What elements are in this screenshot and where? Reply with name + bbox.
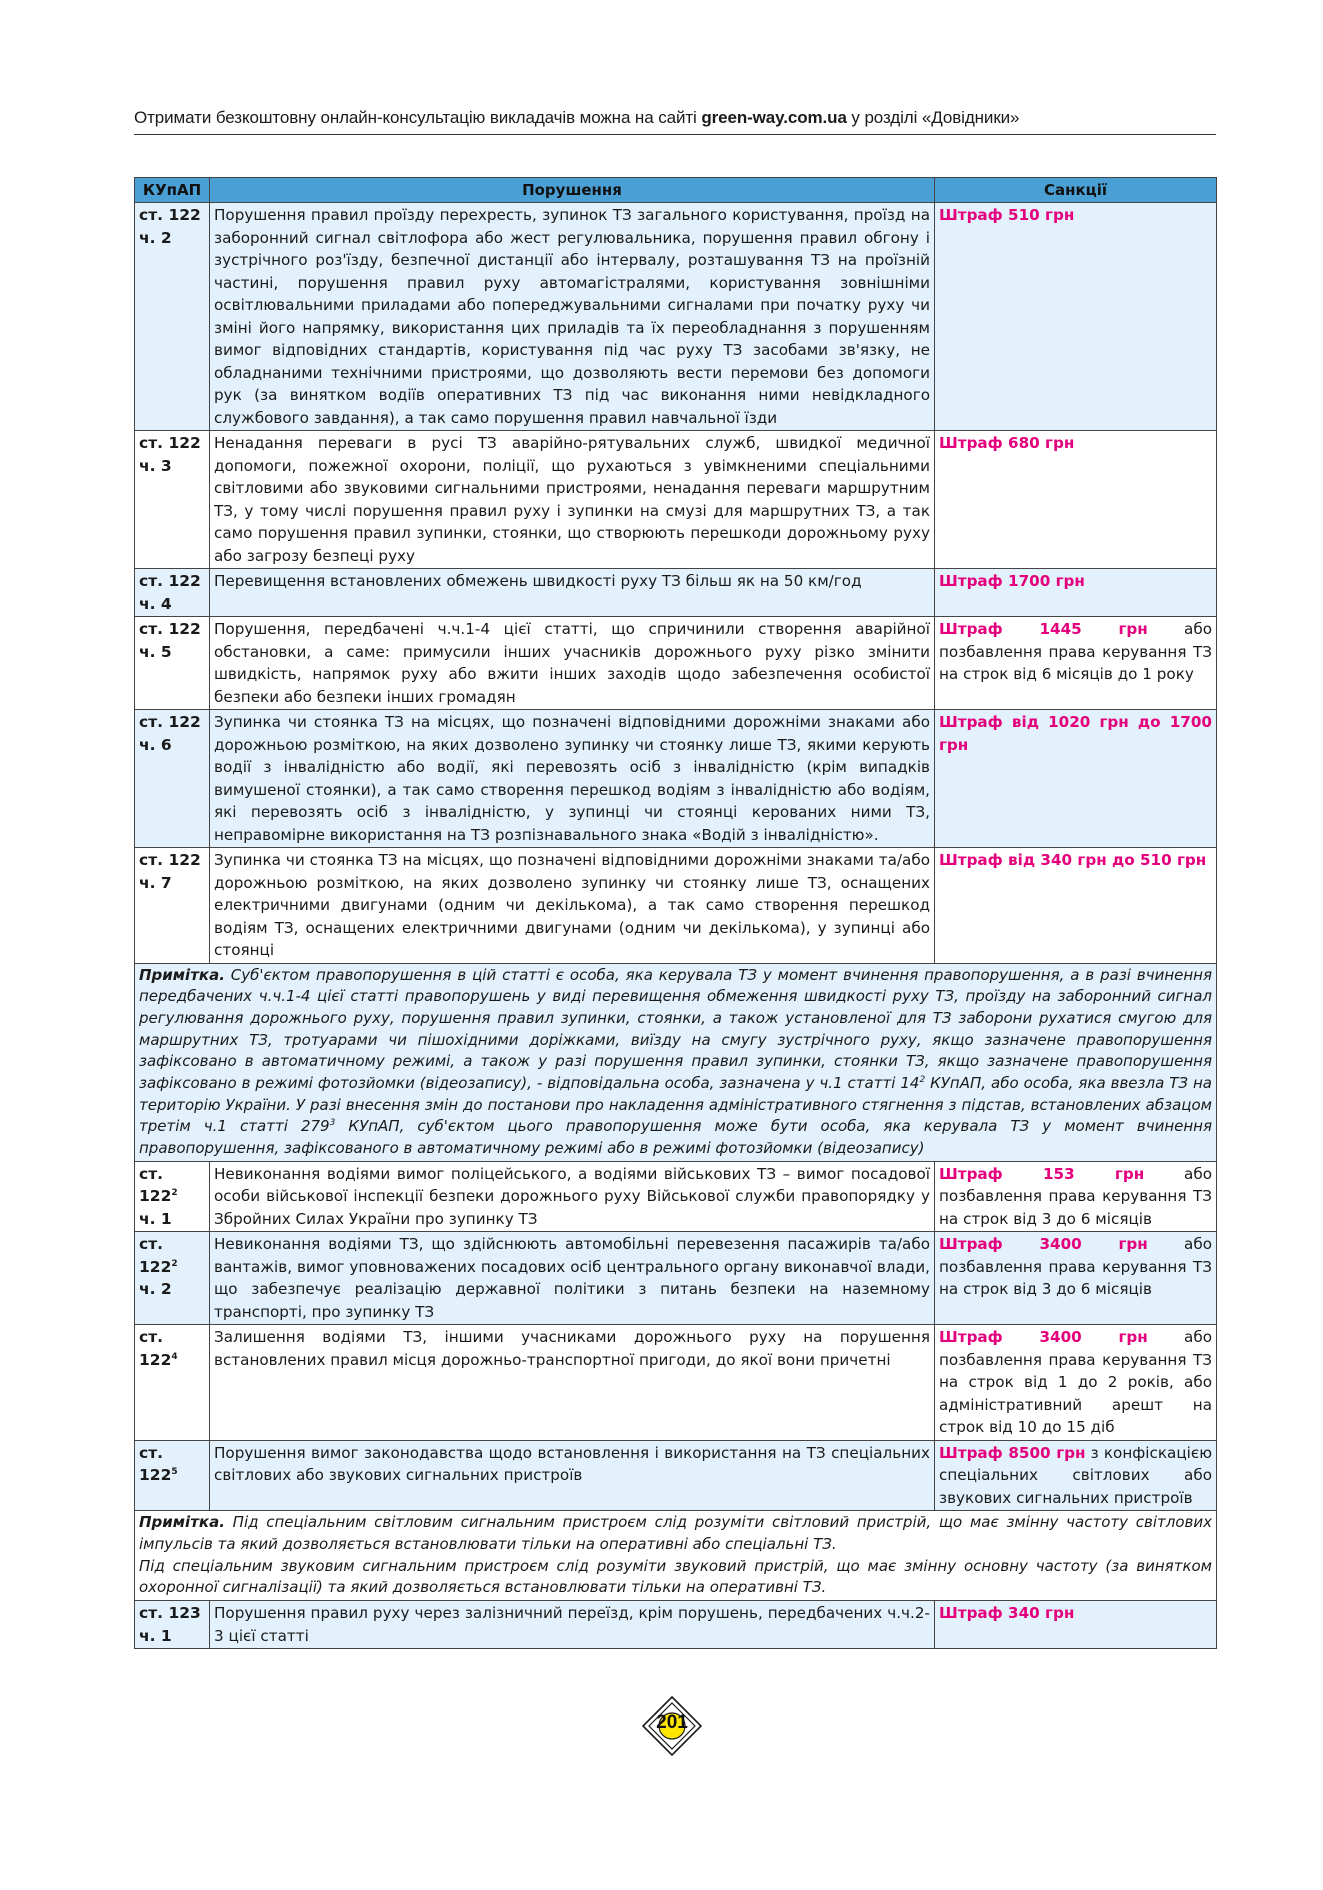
- table-row: [135, 1161, 1217, 1232]
- article-code-sup: 2: [171, 1188, 178, 1199]
- fine-amount: Штраф 680 грн: [939, 434, 1075, 452]
- col-header-violation: Порушення: [210, 178, 935, 203]
- sanction-text: або позбавлення права керування ТЗ на строк від 6 місяців до 1 року: [939, 620, 1212, 683]
- article-code-sup: 2: [171, 1258, 178, 1269]
- fine-amount: Штраф від 340 грн до 510 грн: [939, 851, 1207, 869]
- note-text: КУпАП, або особа, яка ввезла ТЗ на територію України. У разі внесення змін до постанови про накладення адміністративного стягнення з підстав, встановлених абзацом третім ч.1 статті 279: [139, 1074, 1212, 1136]
- header-text-after: у розділі «Довідники»: [846, 108, 1020, 127]
- article-code-part: ч. 2: [139, 1280, 172, 1299]
- article-code: [135, 1232, 210, 1325]
- table-row: [135, 1325, 1217, 1441]
- note-superscript: 2: [919, 1075, 926, 1086]
- fine-amount: Штраф 1445 грн: [939, 620, 1148, 638]
- article-code: ст. 122 ч. 7: [135, 848, 210, 964]
- article-code: [135, 1325, 210, 1441]
- article-code: ст. 122 ч. 2: [135, 203, 210, 431]
- article-code: [135, 1161, 210, 1232]
- fine-amount: Штраф від 1020 грн до 1700 грн: [939, 713, 1212, 754]
- col-header-code: КУпАП: [135, 178, 210, 203]
- table-row: [135, 848, 1217, 964]
- header-site-link[interactable]: green-way.com.ua: [701, 108, 847, 127]
- sanction-text: або позбавлення права керування ТЗ на строк від 3 до 6 місяців: [939, 1164, 1212, 1228]
- article-code-sup: 4: [171, 1351, 178, 1362]
- fine-amount: Штраф 340 грн: [939, 1604, 1075, 1623]
- table-row: [135, 431, 1217, 569]
- sanction-cell: [935, 1232, 1217, 1325]
- sanction-text: або позбавлення права керування ТЗ на строк від 3 до 6 місяців: [939, 1235, 1212, 1299]
- article-code: ст. 123 ч. 1: [135, 1601, 210, 1649]
- header-text-before: Отримати безкоштовну онлайн-консультацію викладачів можна на сайті: [134, 108, 702, 127]
- fine-amount: Штраф 3400 грн: [939, 1235, 1148, 1254]
- article-code-part: ч. 1: [139, 1209, 172, 1228]
- note-cell: [135, 963, 1217, 1161]
- violation-text: Порушення правил проїзду перехресть, зупинок ТЗ загального користування, проїзд на заборонний сигнал світлофора або жест регулювальника, порушення правил обгону і зустрічного роз'їзду, безпечної дистанції або інтервалу, розташування ТЗ на проїзній частині, порушення правил руху автомагістралями, користування зовнішніми освітлювальними приладами або попереджувальними сигналами при початку руху чи зміні його напрямку, використання цих приладів та їх переобладнання з порушенням вимог відповідних стандартів, користування під час руху ТЗ засобами зв'язку, не обладнаними технічними пристроями, що дозволяють вести перемови без допомоги рук (за винятком водіїв оперативних ТЗ під час виконання ними невідкладного службового завдання), а так само порушення правил навчальної їзди: [210, 203, 935, 431]
- note-text: Під спеціальним звуковим сигнальним пристроєм слід розуміти звуковий пристрій, що має змінну основну частоту (за винятком охоронної сигналізації) та який дозволяється встановлювати тільки на оперативні ТЗ.: [139, 1556, 1212, 1597]
- note-text: Під спеціальним світловим сигнальним пристроєм слід розуміти світловий пристрій, що має змінну частоту світлових імпульсів та який дозволяється встановлювати тільки на оперативні або спеціальні ТЗ.: [139, 1513, 1212, 1554]
- violation-text: Перевищення встановлених обмежень швидкості руху ТЗ більш як на 50 км/год: [210, 569, 935, 617]
- violation-text: Порушення, передбачені ч.ч.1-4 цієї статті, що спричинили створення аварійної обстановки, а саме: примусили інших учасників дорожнього руху різко змінити швидкість, напрямок руху або вжити інших заходів щодо забезпечення особистої безпеки або безпеки інших громадян: [210, 617, 935, 710]
- article-code: ст. 122 ч. 5: [135, 617, 210, 710]
- sanction-cell: [935, 1440, 1217, 1511]
- article-code-main: ст. 122: [139, 1443, 172, 1485]
- violation-text: Зупинка чи стоянка ТЗ на місцях, що позначені відповідними дорожніми знаками або дорожньою розміткою, на яких дозволено зупинку чи стоянку лише ТЗ, якими керують водії з інвалідністю або водії, які перевозять осіб з інвалідністю (крім випадків вимушеної стоянки), а так само створення перешкод водіям з інвалідністю або водіям, які перевозять осіб з інвалідністю, у зупинці чи стоянці керованих ними ТЗ, неправомірне використання на ТЗ розпізнавального знака «Водій з інвалідністю».: [210, 710, 935, 848]
- sanction-cell: [935, 1601, 1217, 1649]
- sanction-cell: [935, 1161, 1217, 1232]
- violation-text: Невиконання водіями вимог поліцейського, а водіями військових ТЗ – вимог посадової особи військової інспекції безпеки дорожнього руху Військової служби правопорядку у Збройних Силах України про зупинку ТЗ: [210, 1161, 935, 1232]
- note-cell: [135, 1511, 1217, 1601]
- violation-text: Залишення водіями ТЗ, іншими учасниками дорожнього руху на порушення встановлених правил місця дорожньо-транспортної пригоди, до якої вони причетні: [210, 1325, 935, 1441]
- fine-amount: Штраф 1700 грн: [939, 572, 1085, 590]
- fine-amount: Штраф 510 грн: [939, 206, 1075, 224]
- fine-amount: Штраф 153 грн: [939, 1164, 1145, 1183]
- table-row: [135, 203, 1217, 431]
- note-row: [135, 963, 1217, 1161]
- col-header-sanction: Санкції: [935, 178, 1217, 203]
- sanction-cell: [935, 569, 1217, 617]
- article-code-main: ст. 122: [139, 1164, 172, 1206]
- violation-text: Порушення правил руху через залізничний переїзд, крім порушень, передбачених ч.ч.2-3 цієї статті: [210, 1601, 935, 1649]
- page-header: [134, 108, 1216, 128]
- article-code-main: ст. 122: [139, 1328, 172, 1369]
- table-row: [135, 1601, 1217, 1649]
- sanction-cell: [935, 1325, 1217, 1441]
- violation-text: Зупинка чи стоянка ТЗ на місцях, що позначені відповідними дорожніми знаками та/або дорожньою розміткою, на яких дозволено зупинку чи стоянку лише ТЗ, оснащених електричними двигунами (одним чи декількома), а так само створення перешкод водіям ТЗ, оснащених електричними двигунами (одним чи декількома), у зупинці або стоянці: [210, 848, 935, 964]
- note-row: [135, 1511, 1217, 1601]
- article-code-main: ст. 122: [139, 1235, 172, 1276]
- note-text: Суб'єктом правопорушення в цій статті є особа, яка керувала ТЗ у момент вчинення правопорушення, а в разі вчинення передбачених ч.ч.1-4 цієї статті правопорушень у виді перевищення обмеження швидкості руху ТЗ, проїзду на заборонний сигнал регулювання дорожнього руху, порушення правил зупинки, стоянки, а також установленої для ТЗ заборони рухатися смугою для маршрутних ТЗ, тротуарами чи пішохідними доріжками, виїзду на смугу зустрічного руху, якщо зазначене правопорушення зафіксовано в автоматичному режимі, а також у разі порушення правил зупинки, стоянки ТЗ, якщо зазначене правопорушення зафіксовано в режимі фотозйомки (відеозапису), - відповідальна особа, зазначена у ч.1 статті 14: [139, 965, 1212, 1093]
- penalties-table: [134, 177, 1217, 1649]
- sanction-cell: [935, 710, 1217, 848]
- table-row: [135, 710, 1217, 848]
- article-code: ст. 122 ч. 4: [135, 569, 210, 617]
- header-rule: [134, 134, 1216, 135]
- sanction-text: або позбавлення права керування ТЗ на строк від 1 до 2 років, або адміністративний арешт на строк від 10 до 15 діб: [939, 1328, 1212, 1437]
- table-row: [135, 1440, 1217, 1511]
- violation-text: Ненадання переваги в русі ТЗ аварійно-рятувальних служб, швидкої медичної допомоги, пожежної охорони, поліції, що рухаються з увімкненими спеціальними світловими або звуковими сигнальними пристроями, ненадання переваги маршрутним ТЗ, у тому числі порушення правил руху і зупинки на смузі для маршрутних ТЗ, а так само порушення правил зупинки, стоянки, що створюють перешкоди дорожньому руху або загрозу безпеці руху: [210, 431, 935, 569]
- sanction-cell: [935, 203, 1217, 431]
- fine-amount: Штраф 3400 грн: [939, 1328, 1148, 1347]
- note-text: КУпАП, суб'єктом цього правопорушення може бути особа, яка керувала ТЗ у момент вчинення правопорушення, зафіксованого в автоматичному режимі або в режимі фотозйомки (відеозапису): [139, 1117, 1213, 1158]
- note-label: Примітка.: [139, 965, 225, 984]
- page-number: 201: [656, 1712, 688, 1733]
- table-header-row: [135, 178, 1217, 203]
- note-superscript: 3: [329, 1118, 336, 1129]
- table-row: [135, 1232, 1217, 1325]
- article-code-sup: 5: [171, 1467, 178, 1478]
- sanction-text: з конфіскацією спеціальних світлових або звукових сигнальних пристроїв: [939, 1443, 1212, 1507]
- article-code: ст. 122 ч. 3: [135, 431, 210, 569]
- table-row: [135, 617, 1217, 710]
- sanction-cell: [935, 617, 1217, 710]
- article-code: ст. 122 ч. 6: [135, 710, 210, 848]
- sanction-cell: [935, 431, 1217, 569]
- note-label: Примітка.: [139, 1513, 225, 1532]
- violation-text: Невиконання водіями ТЗ, що здійснюють автомобільні перевезення пасажирів та/або вантажів, вимог уповноважених посадових осіб центрального органу виконавчої влади, що забезпечує реалізацію державної політики з питань безпеки на наземному транспорті, про зупинку ТЗ: [210, 1232, 935, 1325]
- sanction-cell: [935, 848, 1217, 964]
- article-code: [135, 1440, 210, 1511]
- table-row: [135, 569, 1217, 617]
- fine-amount: Штраф 8500 грн: [939, 1443, 1086, 1462]
- violation-text: Порушення вимог законодавства щодо встановлення і використання на ТЗ спеціальних світлових або звукових сигнальних пристроїв: [210, 1440, 935, 1511]
